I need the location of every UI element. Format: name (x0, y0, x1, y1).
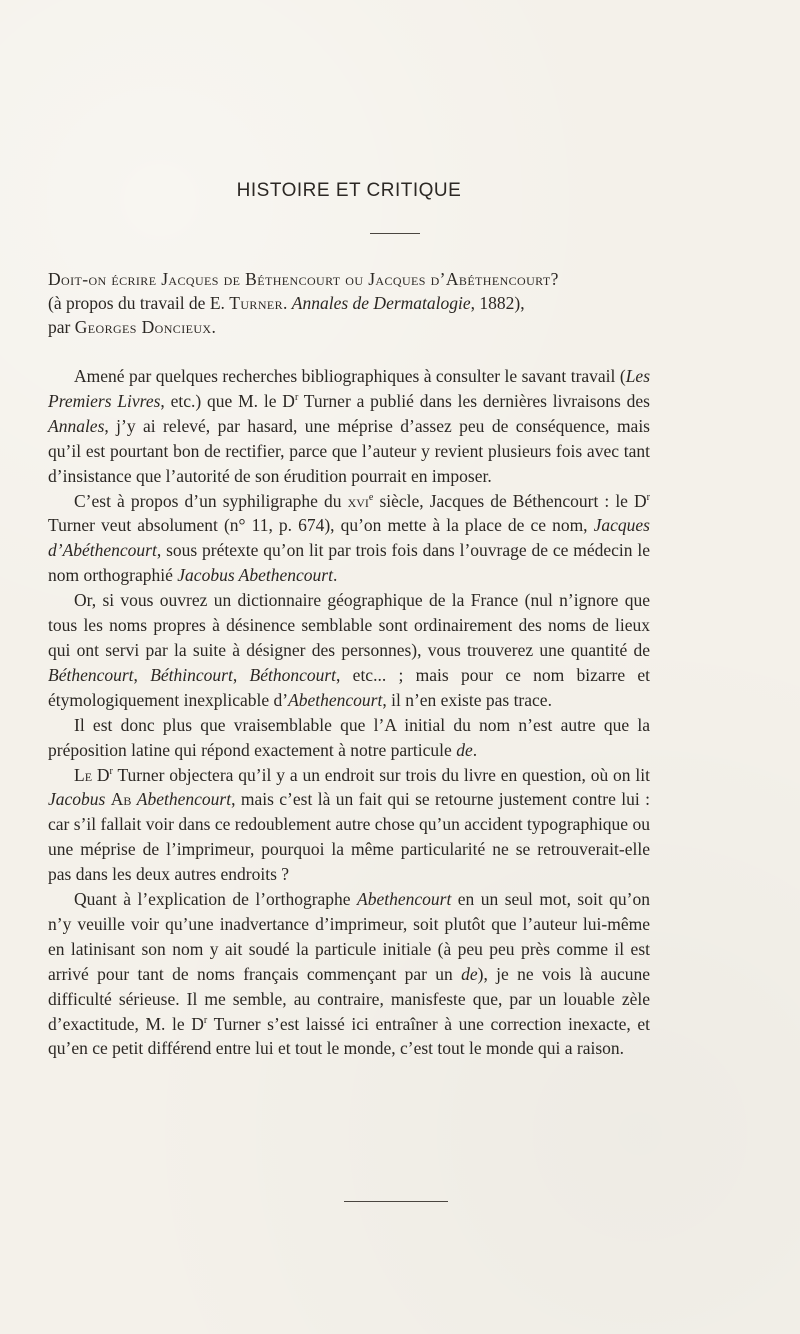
heading-line-1 (48, 267, 650, 291)
text-run: , (133, 664, 151, 685)
text-run: Quant à l’explication de l’orthographe (74, 889, 358, 910)
paragraph-4 (48, 713, 650, 763)
text-run: . (332, 565, 338, 586)
article-heading (48, 267, 650, 339)
heading-line-3 (48, 315, 650, 339)
superscript: r (646, 491, 650, 503)
article-body (48, 364, 650, 1061)
text-run: Turner s’est laissé ici entraîner à une correction inexacte, et qu’en ce petit différend entre lui et tout le monde, c’est tout le monde qui a raison. (48, 1013, 651, 1059)
italic-name: Abethencourt (357, 889, 452, 910)
heading-name: Turner (229, 293, 284, 313)
book-title: Les Premiers Livres (48, 366, 650, 411)
paragraph-6 (48, 887, 650, 1061)
heading-year: , 1882), (470, 293, 525, 313)
paragraph-2 (48, 489, 650, 589)
text-run: Turner a publié dans les dernières livraisons des (298, 390, 650, 411)
italic-name: Jacobus (48, 789, 106, 810)
paragraph-3 (48, 588, 650, 713)
italic-name: Jacques d’Abéthencourt (48, 515, 650, 561)
text-run: en un seul mot, soit qu’on n’y veuille voir qu’une inadvertance d’imprimeur, soit plutôt que l’auteur lui-même en latinisant son nom y ait soudé la particule initiale (à peu peu près comme il est arrivé pour tant de noms français commençant par un (48, 889, 651, 984)
century: xvi (347, 490, 369, 511)
text-run: , etc.) que M. le D (160, 390, 295, 411)
place-name: Béthoncourt (249, 664, 337, 685)
text-run: C’est à propos d’un syphiligraphe du (74, 490, 348, 511)
small-caps-word: Le (74, 764, 93, 785)
heading-par: par (48, 317, 75, 337)
title-divider (370, 233, 420, 234)
italic-word: de (461, 963, 478, 984)
text-run: Or, si vous ouvrez un dictionnaire géographique de la France (nul n’ignore que tous les noms propres à désinence semblable sont ordinairement des noms de lieux qui ont servi par la suite à désigner des personnes), vous trouverez une quantité de (48, 590, 650, 660)
section-title: HISTOIRE ET CRITIQUE (236, 180, 462, 201)
heading-prefix: (à propos du travail de E. (48, 293, 230, 313)
superscript: e (368, 491, 374, 503)
text-run: Il est donc plus que vraisemblable que l’A initial du nom n’est autre que la préposition latine qui répond exactement à notre particule (48, 714, 650, 760)
italic-name: Jacobus Abethencourt (177, 565, 333, 586)
superscript: r (294, 392, 299, 404)
end-divider (344, 1201, 448, 1202)
italic-word: de (456, 739, 473, 760)
text-run: , (232, 664, 250, 685)
italic-name: Abethencourt (136, 789, 232, 810)
superscript: r (203, 1014, 208, 1026)
heading-journal: Annales de Dermatalogie (291, 293, 471, 313)
small-caps-word: Ab (110, 789, 132, 810)
place-name: Béthincourt (150, 664, 233, 685)
text-run: Turner veut absolument (n° 11, p. 674), qu’on mette à la place de ce nom, (48, 515, 594, 536)
text-run: siècle, Jacques de Béthencourt : le D (373, 490, 647, 511)
superscript: r (109, 765, 113, 777)
heading-author: Georges Doncieux (74, 317, 212, 337)
text-run: D (92, 764, 110, 785)
article-title: Doit-on écrire Jacques de Béthencourt ou Jacques d’Abéthencourt? (48, 269, 559, 289)
text-run: , etc... ; mais pour ce nom bizarre et étymologiquement inexplicable d’ (48, 664, 651, 710)
text-run: , mais c’est là un fait qui se retourne justement contre lui : car s’il fallait voir dans ce redoublement autre chose qu’un accident typographique ou une méprise de l’imprimeur, pourquoi la même particularité ne se retrouverait-elle pas dans les deux autres endroits ? (48, 789, 650, 885)
heading-line-2 (48, 291, 650, 315)
text-run: , j’y ai relevé, par hasard, une méprise d’assez peu de conséquence, mais qu’il est pourtant bon de rectifier, parce que l’auteur y revient plusieurs fois avec tant d’insistance que l’autorité de son érudition pourrait en imposer. (48, 415, 650, 486)
heading-end: . (211, 317, 216, 337)
text-run: Amené par quelques recherches bibliographiques à consulter le savant travail ( (74, 366, 626, 386)
paragraph-5 (48, 763, 650, 888)
heading-sep: . (283, 293, 292, 313)
text-run: , sous prétexte qu’on lit par trois fois dans l’ouvrage de ce médecin le nom orthographié (48, 540, 650, 586)
paragraph-1 (48, 364, 650, 489)
place-name: Béthencourt (48, 664, 134, 685)
italic-name: Abethencourt (288, 689, 383, 710)
text-run: , il n’en existe pas trace. (382, 689, 552, 710)
text-run: ), je ne vois là aucune difficulté sérieuse. Il me semble, au contraire, manisfeste que, par un louable zèle d’exactitude, M. le D (48, 963, 650, 1034)
journal-name: Annales (48, 415, 105, 436)
text-run: . (472, 739, 478, 760)
text-run: Turner objectera qu’il y a un endroit sur trois du livre en question, où on lit (112, 764, 651, 785)
